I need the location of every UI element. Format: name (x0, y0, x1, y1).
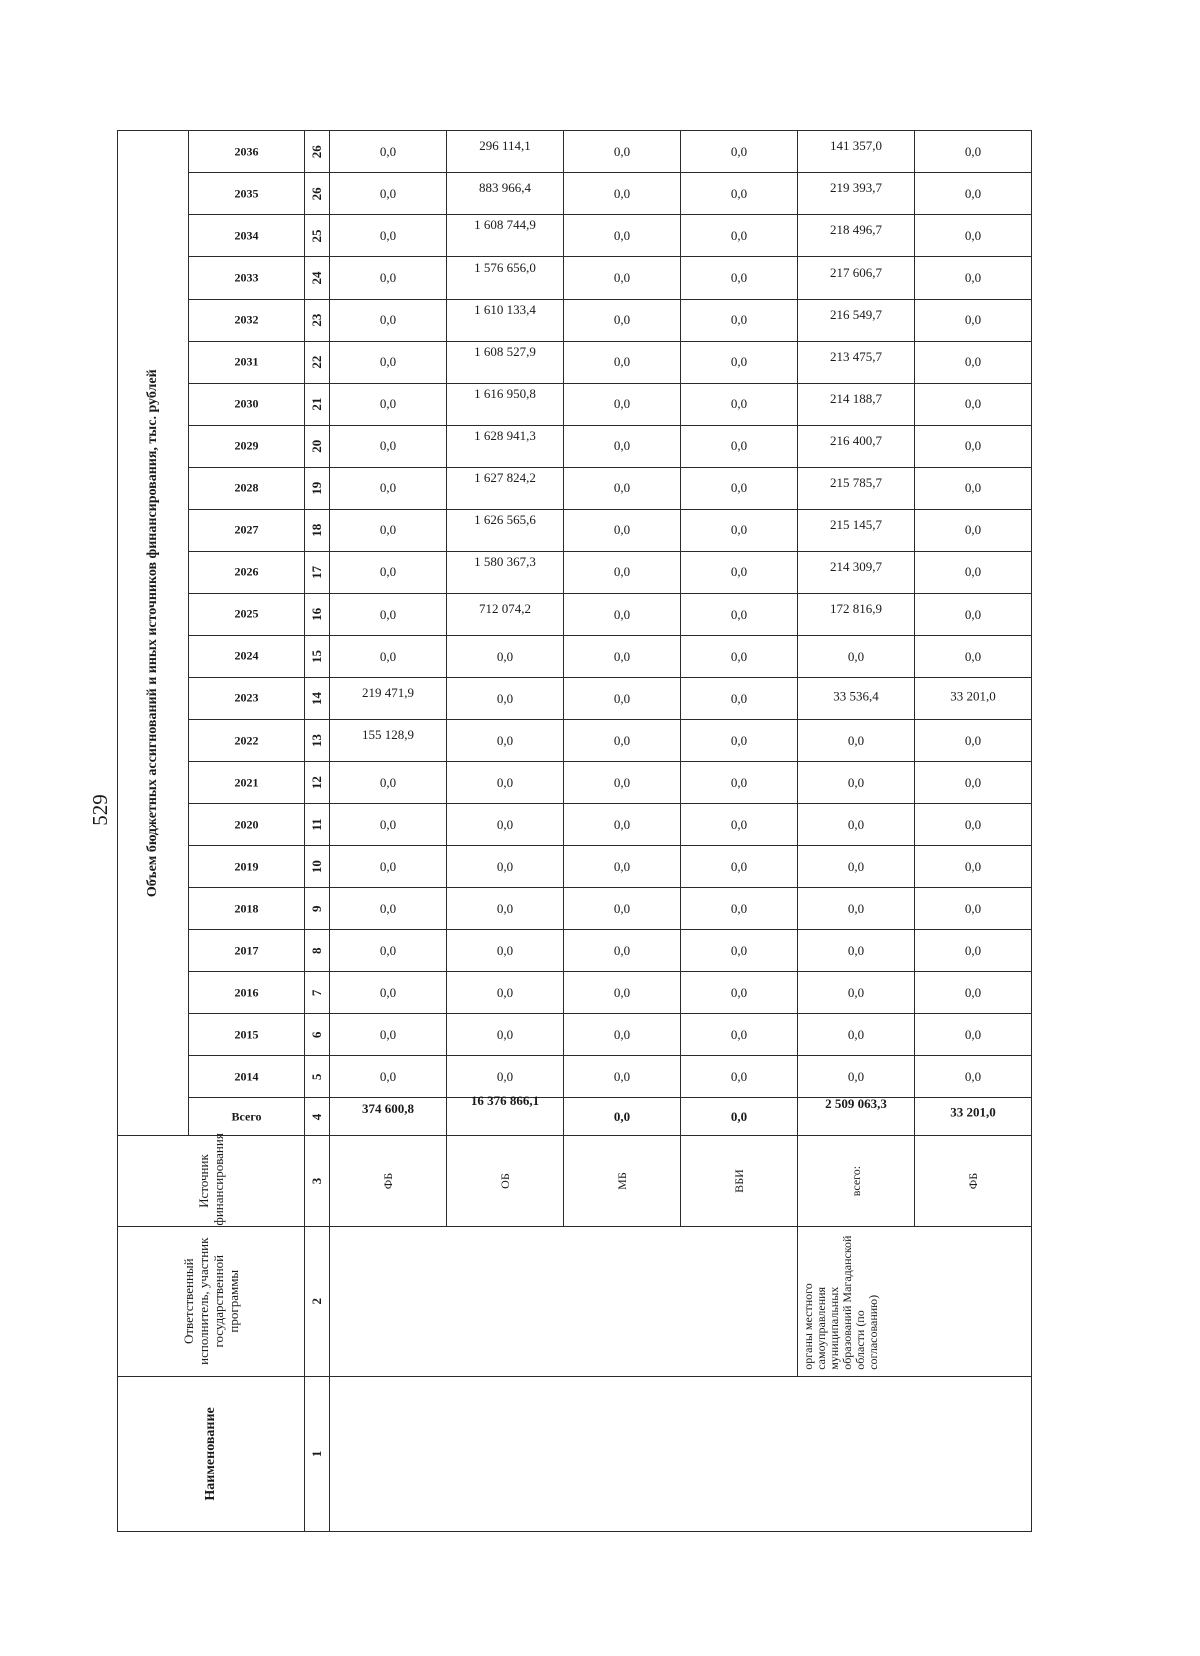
header-year: 2018 (189, 888, 305, 930)
header-year: 2035 (189, 173, 305, 215)
value-cell: 0,0 (681, 299, 798, 341)
column-number: 26 (305, 173, 330, 215)
value-cell: 155 128,9 (330, 720, 447, 762)
value-cell: 0,0 (681, 257, 798, 299)
executor-cell: органы местного самоуправления муниципальных образований Магаданской области (по согласованию) (798, 1226, 1032, 1376)
value-cell: 0,0 (681, 804, 798, 846)
column-number: 24 (305, 257, 330, 299)
name-cell (330, 1376, 1032, 1531)
value-cell: 0,0 (798, 930, 915, 972)
header-funding-title: Объем бюджетных ассигнований и иных источников финансирования, тыс. рублей (118, 131, 189, 1136)
column-number: 12 (305, 762, 330, 804)
source-cell: ВБИ (681, 1136, 798, 1226)
value-cell: 0,0 (564, 551, 681, 593)
source-cell: всего: (798, 1136, 915, 1226)
table-row (798, 131, 915, 1532)
value-cell: 0,0 (447, 888, 564, 930)
value-cell: 0,0 (564, 257, 681, 299)
column-number: 6 (305, 1014, 330, 1056)
header-total: Всего (189, 1098, 305, 1136)
column-number: 25 (305, 215, 330, 257)
value-cell: 0,0 (447, 677, 564, 719)
column-number: 1 (305, 1376, 330, 1531)
value-cell: 216 400,7 (798, 425, 915, 467)
value-cell: 0,0 (915, 215, 1032, 257)
value-cell: 0,0 (330, 846, 447, 888)
column-number: 26 (305, 131, 330, 173)
value-cell: 0,0 (915, 972, 1032, 1014)
value-cell: 712 074,2 (447, 593, 564, 635)
column-number: 23 (305, 299, 330, 341)
value-cell: 217 606,7 (798, 257, 915, 299)
value-cell: 0,0 (798, 1056, 915, 1098)
value-cell: 0,0 (330, 509, 447, 551)
value-cell: 0,0 (330, 804, 447, 846)
value-cell: 0,0 (915, 467, 1032, 509)
value-cell: 0,0 (798, 1014, 915, 1056)
column-number: 11 (305, 804, 330, 846)
value-cell: 0,0 (681, 635, 798, 677)
value-cell: 0,0 (447, 846, 564, 888)
value-cell: 0,0 (330, 930, 447, 972)
value-cell: 216 549,7 (798, 299, 915, 341)
value-cell: 0,0 (915, 720, 1032, 762)
value-cell: 0,0 (681, 467, 798, 509)
column-number: 5 (305, 1056, 330, 1098)
value-cell: 0,0 (330, 551, 447, 593)
value-cell: 0,0 (564, 593, 681, 635)
value-cell: 0,0 (564, 635, 681, 677)
value-cell: 0,0 (330, 1056, 447, 1098)
value-cell: 0,0 (564, 299, 681, 341)
source-cell: ОБ (447, 1136, 564, 1226)
value-cell: 0,0 (564, 509, 681, 551)
value-cell: 0,0 (915, 635, 1032, 677)
value-cell: 0,0 (330, 299, 447, 341)
value-cell: 0,0 (447, 1014, 564, 1056)
value-cell: 0,0 (681, 720, 798, 762)
value-cell: 0,0 (681, 593, 798, 635)
header-year: 2025 (189, 593, 305, 635)
table-row (330, 131, 447, 1532)
value-cell: 0,0 (564, 1014, 681, 1056)
value-cell: 0,0 (915, 173, 1032, 215)
value-cell: 0,0 (681, 425, 798, 467)
value-cell: 33 201,0 (915, 677, 1032, 719)
total-cell: 2 509 063,3 (798, 1098, 915, 1136)
value-cell: 0,0 (681, 131, 798, 173)
column-number: 22 (305, 341, 330, 383)
value-cell: 215 785,7 (798, 467, 915, 509)
column-number: 2 (305, 1226, 330, 1376)
value-cell: 0,0 (798, 720, 915, 762)
source-cell: ФБ (330, 1136, 447, 1226)
value-cell: 0,0 (798, 888, 915, 930)
header-year: 2019 (189, 846, 305, 888)
value-cell: 0,0 (798, 804, 915, 846)
value-cell: 0,0 (447, 720, 564, 762)
value-cell: 0,0 (564, 720, 681, 762)
value-cell: 0,0 (915, 509, 1032, 551)
header-year: 2032 (189, 299, 305, 341)
value-cell: 172 816,9 (798, 593, 915, 635)
column-number: 13 (305, 720, 330, 762)
value-cell: 0,0 (564, 1056, 681, 1098)
value-cell: 0,0 (681, 677, 798, 719)
value-cell: 0,0 (915, 383, 1032, 425)
value-cell: 0,0 (798, 846, 915, 888)
column-number: 15 (305, 635, 330, 677)
value-cell: 1 616 950,8 (447, 383, 564, 425)
value-cell: 0,0 (330, 173, 447, 215)
total-cell: 33 201,0 (915, 1098, 1032, 1136)
header-year: 2023 (189, 677, 305, 719)
value-cell: 219 393,7 (798, 173, 915, 215)
column-number: 7 (305, 972, 330, 1014)
value-cell: 0,0 (915, 1056, 1032, 1098)
value-cell: 0,0 (681, 383, 798, 425)
header-executor: Ответственный исполнитель, участник государственной программы (118, 1226, 305, 1376)
value-cell: 0,0 (915, 762, 1032, 804)
value-cell: 0,0 (681, 1056, 798, 1098)
value-cell: 0,0 (564, 173, 681, 215)
value-cell: 0,0 (798, 635, 915, 677)
value-cell: 0,0 (564, 467, 681, 509)
header-year: 2017 (189, 930, 305, 972)
value-cell: 0,0 (915, 1014, 1032, 1056)
value-cell: 1 608 527,9 (447, 341, 564, 383)
value-cell: 0,0 (564, 131, 681, 173)
header-year: 2026 (189, 551, 305, 593)
value-cell: 213 475,7 (798, 341, 915, 383)
value-cell: 219 471,9 (330, 677, 447, 719)
value-cell: 0,0 (681, 1014, 798, 1056)
value-cell: 0,0 (564, 762, 681, 804)
value-cell: 0,0 (330, 972, 447, 1014)
column-number: 4 (305, 1098, 330, 1136)
value-cell: 0,0 (915, 551, 1032, 593)
value-cell: 218 496,7 (798, 215, 915, 257)
page-number: 529 (88, 794, 112, 826)
value-cell: 0,0 (330, 1014, 447, 1056)
value-cell: 0,0 (330, 425, 447, 467)
value-cell: 0,0 (564, 341, 681, 383)
value-cell: 0,0 (681, 173, 798, 215)
value-cell: 0,0 (564, 972, 681, 1014)
header-year: 2024 (189, 635, 305, 677)
column-number: 8 (305, 930, 330, 972)
total-cell: 0,0 (681, 1098, 798, 1136)
value-cell: 0,0 (330, 593, 447, 635)
header-year: 2015 (189, 1014, 305, 1056)
column-number: 10 (305, 846, 330, 888)
value-cell: 1 628 941,3 (447, 425, 564, 467)
value-cell: 0,0 (564, 846, 681, 888)
header-year: 2014 (189, 1056, 305, 1098)
header-year: 2030 (189, 383, 305, 425)
header-year: 2036 (189, 131, 305, 173)
column-number: 9 (305, 888, 330, 930)
column-number: 17 (305, 551, 330, 593)
header-row-top (118, 131, 189, 1532)
header-source: Источник финансирования (118, 1136, 305, 1226)
value-cell: 0,0 (447, 762, 564, 804)
column-number: 3 (305, 1136, 330, 1226)
total-cell: 16 376 866,1 (447, 1098, 564, 1136)
header-year: 2031 (189, 341, 305, 383)
value-cell: 1 576 656,0 (447, 257, 564, 299)
value-cell: 0,0 (681, 846, 798, 888)
header-year: 2034 (189, 215, 305, 257)
total-cell: 374 600,8 (330, 1098, 447, 1136)
value-cell: 296 114,1 (447, 131, 564, 173)
value-cell: 215 145,7 (798, 509, 915, 551)
value-cell: 0,0 (330, 383, 447, 425)
header-year: 2027 (189, 509, 305, 551)
column-number: 16 (305, 593, 330, 635)
value-cell: 0,0 (798, 762, 915, 804)
value-cell: 33 536,4 (798, 677, 915, 719)
value-cell: 883 966,4 (447, 173, 564, 215)
value-cell: 0,0 (681, 551, 798, 593)
value-cell: 0,0 (330, 467, 447, 509)
header-year: 2016 (189, 972, 305, 1014)
value-cell: 0,0 (681, 888, 798, 930)
value-cell: 0,0 (681, 215, 798, 257)
value-cell: 0,0 (330, 215, 447, 257)
value-cell: 0,0 (564, 677, 681, 719)
column-number: 14 (305, 677, 330, 719)
value-cell: 0,0 (330, 762, 447, 804)
value-cell: 214 188,7 (798, 383, 915, 425)
header-year: 2021 (189, 762, 305, 804)
total-cell: 0,0 (564, 1098, 681, 1136)
value-cell: 0,0 (915, 593, 1032, 635)
header-year: 2022 (189, 720, 305, 762)
value-cell: 0,0 (681, 341, 798, 383)
value-cell: 1 608 744,9 (447, 215, 564, 257)
value-cell: 0,0 (915, 930, 1032, 972)
value-cell: 0,0 (681, 509, 798, 551)
value-cell: 0,0 (915, 299, 1032, 341)
value-cell: 141 357,0 (798, 131, 915, 173)
value-cell: 0,0 (447, 1056, 564, 1098)
value-cell: 0,0 (330, 635, 447, 677)
value-cell: 0,0 (330, 341, 447, 383)
value-cell: 0,0 (330, 257, 447, 299)
value-cell: 0,0 (447, 930, 564, 972)
value-cell: 0,0 (447, 972, 564, 1014)
value-cell: 0,0 (915, 846, 1032, 888)
executor-cell (330, 1226, 798, 1376)
value-cell: 0,0 (915, 804, 1032, 846)
value-cell: 0,0 (564, 383, 681, 425)
value-cell: 0,0 (681, 762, 798, 804)
value-cell: 0,0 (564, 804, 681, 846)
value-cell: 214 309,7 (798, 551, 915, 593)
header-year: 2033 (189, 257, 305, 299)
value-cell: 0,0 (915, 425, 1032, 467)
value-cell: 1 580 367,3 (447, 551, 564, 593)
source-cell: ФБ (915, 1136, 1032, 1226)
value-cell: 0,0 (447, 635, 564, 677)
value-cell: 0,0 (681, 972, 798, 1014)
value-cell: 0,0 (330, 888, 447, 930)
value-cell: 0,0 (915, 257, 1032, 299)
financing-table (117, 130, 1032, 1532)
value-cell: 0,0 (564, 425, 681, 467)
value-cell: 0,0 (447, 804, 564, 846)
value-cell: 0,0 (798, 972, 915, 1014)
value-cell: 0,0 (564, 215, 681, 257)
source-cell: МБ (564, 1136, 681, 1226)
value-cell: 0,0 (915, 888, 1032, 930)
value-cell: 0,0 (564, 888, 681, 930)
column-number: 19 (305, 467, 330, 509)
value-cell: 1 626 565,6 (447, 509, 564, 551)
header-year: 2028 (189, 467, 305, 509)
header-year: 2020 (189, 804, 305, 846)
value-cell: 1 610 133,4 (447, 299, 564, 341)
column-number: 18 (305, 509, 330, 551)
value-cell: 0,0 (564, 930, 681, 972)
column-number-row (305, 131, 330, 1532)
header-year: 2029 (189, 425, 305, 467)
header-name: Наименование (118, 1376, 305, 1531)
value-cell: 0,0 (915, 341, 1032, 383)
value-cell: 0,0 (681, 930, 798, 972)
value-cell: 0,0 (330, 131, 447, 173)
column-number: 21 (305, 383, 330, 425)
value-cell: 1 627 824,2 (447, 467, 564, 509)
value-cell: 0,0 (915, 131, 1032, 173)
column-number: 20 (305, 425, 330, 467)
